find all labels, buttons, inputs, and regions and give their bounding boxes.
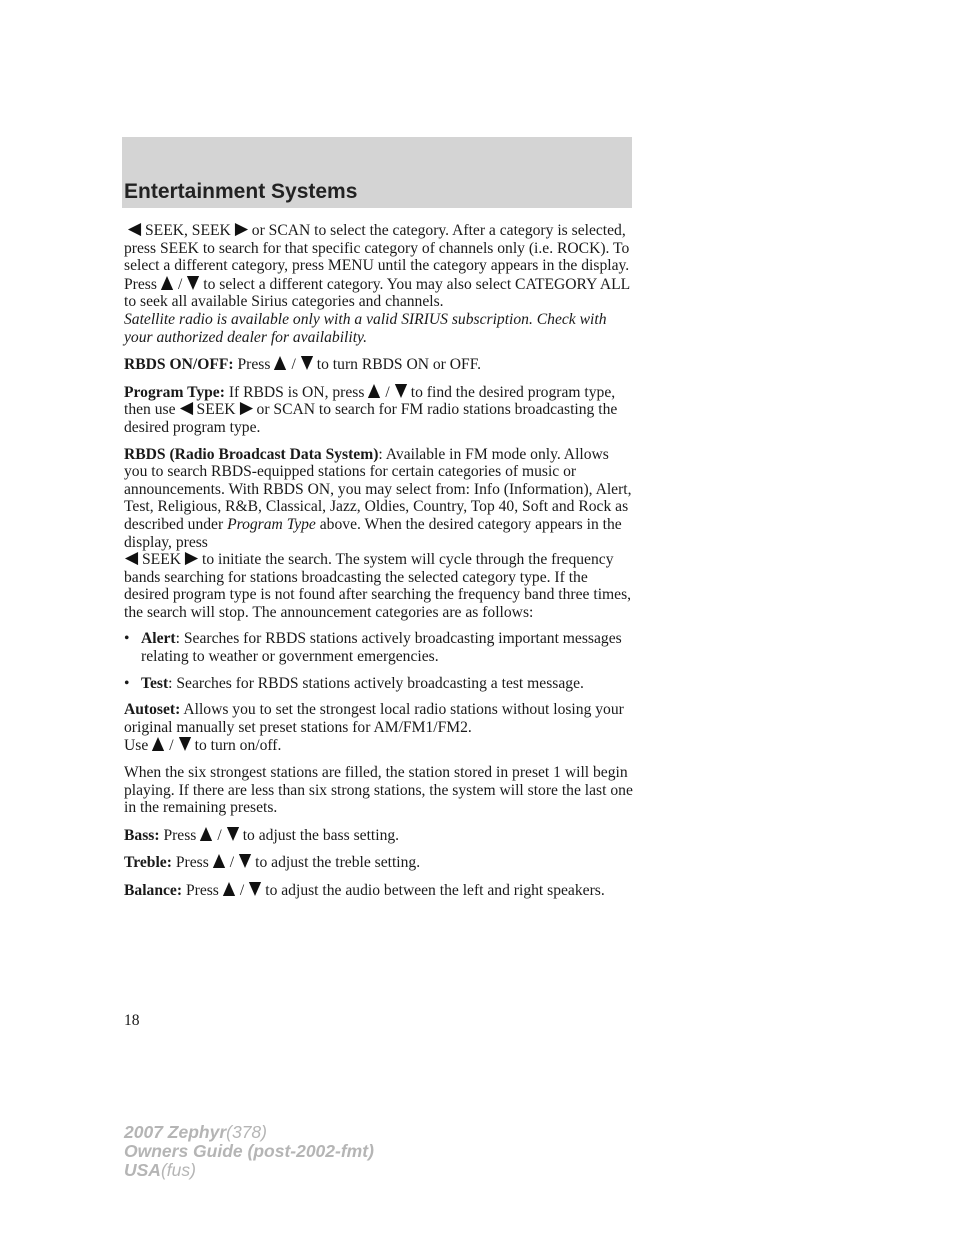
test-label: Test — [141, 674, 169, 692]
balance-paragraph: Balance: Press / to adjust the audio between the left and right speakers. — [124, 882, 605, 899]
down-arrow-icon — [238, 853, 252, 869]
down-arrow-icon — [394, 383, 408, 399]
up-arrow-icon — [151, 736, 165, 752]
down-arrow-icon — [300, 355, 314, 371]
footer-market: USA — [124, 1160, 161, 1180]
manual-content — [124, 222, 634, 909]
list-item: • Test: Searches for RBDS stations actively broadcasting a test message. — [124, 674, 584, 692]
up-arrow-icon — [160, 275, 174, 291]
seek-right-icon — [239, 401, 254, 416]
seek-right-icon — [234, 222, 249, 237]
footer-model-code: (378) — [226, 1122, 267, 1142]
program-type-paragraph: Program Type: If RBDS is ON, press / to find the desired program type, then use SEEK or SCAN to search for FM radio stations broadcasting the desired program type. — [124, 383, 618, 436]
footer-model: 2007 Zephyr — [124, 1122, 227, 1142]
alert-label: Alert — [141, 630, 176, 648]
list-item: • Alert: Searches for RBDS stations actively broadcasting important messages relating to weather or government emergencies. — [124, 630, 622, 666]
seek-right-icon — [184, 551, 199, 566]
seek-left-icon — [179, 401, 194, 416]
treble-label: Treble: — [124, 854, 172, 872]
up-arrow-icon — [199, 826, 213, 842]
rbds-onoff-label: RBDS ON/OFF: — [124, 356, 234, 374]
up-arrow-icon — [212, 853, 226, 869]
program-type-label: Program Type: — [124, 383, 225, 401]
satellite-note: Satellite radio is available only with a valid SIRIUS subscription. Check with your authorized dealer for availability. — [124, 310, 607, 346]
page-title: Entertainment Systems — [124, 180, 358, 203]
balance-label: Balance: — [124, 882, 183, 899]
treble-paragraph: Treble: Press / to adjust the treble setting. — [124, 854, 421, 872]
rbds-label: RBDS (Radio Broadcast Data System) — [124, 445, 379, 463]
program-type-reference: Program Type — [227, 515, 316, 533]
autoset-label: Autoset: — [124, 701, 181, 719]
up-arrow-icon — [222, 881, 236, 897]
up-arrow-icon — [367, 383, 381, 399]
autoset-detail-paragraph: When the six strongest stations are filled, the station stored in preset 1 will begin playing. If there are less than six strong stations, the system will store the last one in the remaining presets. — [124, 764, 633, 817]
footer-market-code: (fus) — [160, 1160, 196, 1180]
down-arrow-icon — [178, 736, 192, 752]
up-arrow-icon — [273, 355, 287, 371]
down-arrow-icon — [248, 881, 262, 897]
bass-paragraph: Bass: Press / to adjust the bass setting. — [124, 826, 400, 844]
seek-left-icon — [124, 551, 139, 566]
down-arrow-icon — [186, 275, 200, 291]
footer-guide: Owners Guide (post-2002-fmt) — [124, 1141, 374, 1161]
rbds-paragraph: RBDS (Radio Broadcast Data System): Available in FM mode only. Allows you to search RBDS-equipped stations for certain categories of music or announcements. With RBDS ON, you may select from: Info (Information), Alert, Test, Religious, R&B, Classical, Jazz, Oldies, Country, Top 40, Soft and Rock as described under Program Type above. When the desired category appears in the display, press SEEK to initiate the search. The system will cycle through the frequency bands searching for stations broadcasting the selected category type. If the desired program type is not found after searching the frequency band three times, the search will stop. The announcement categories are as follows: — [124, 445, 632, 621]
seek-left-icon — [127, 222, 142, 237]
rbds-onoff-paragraph: RBDS ON/OFF: Press / to turn RBDS ON or OFF. — [124, 356, 482, 374]
down-arrow-icon — [226, 826, 240, 842]
bullet: • — [124, 630, 130, 648]
document-footer — [124, 1123, 374, 1180]
autoset-paragraph: Autoset: Allows you to set the strongest local radio stations without losing your original manually set preset stations for AM/FM1/FM2. Use / to turn on/off. — [124, 701, 624, 755]
bullet: • — [124, 674, 130, 692]
bass-label: Bass: — [124, 826, 160, 844]
category-seek-paragraph: SEEK, SEEK or SCAN to select the category. After a category is selected, press SEEK to search for that specific category of channels only (i.e. ROCK). To select a different category, press MENU until the category appears in the display. Press / to select a different category. You may also select CATEGORY ALL to seek all available Sirius categories and channels. — [124, 222, 630, 311]
page-number: 18 — [124, 1012, 140, 1029]
